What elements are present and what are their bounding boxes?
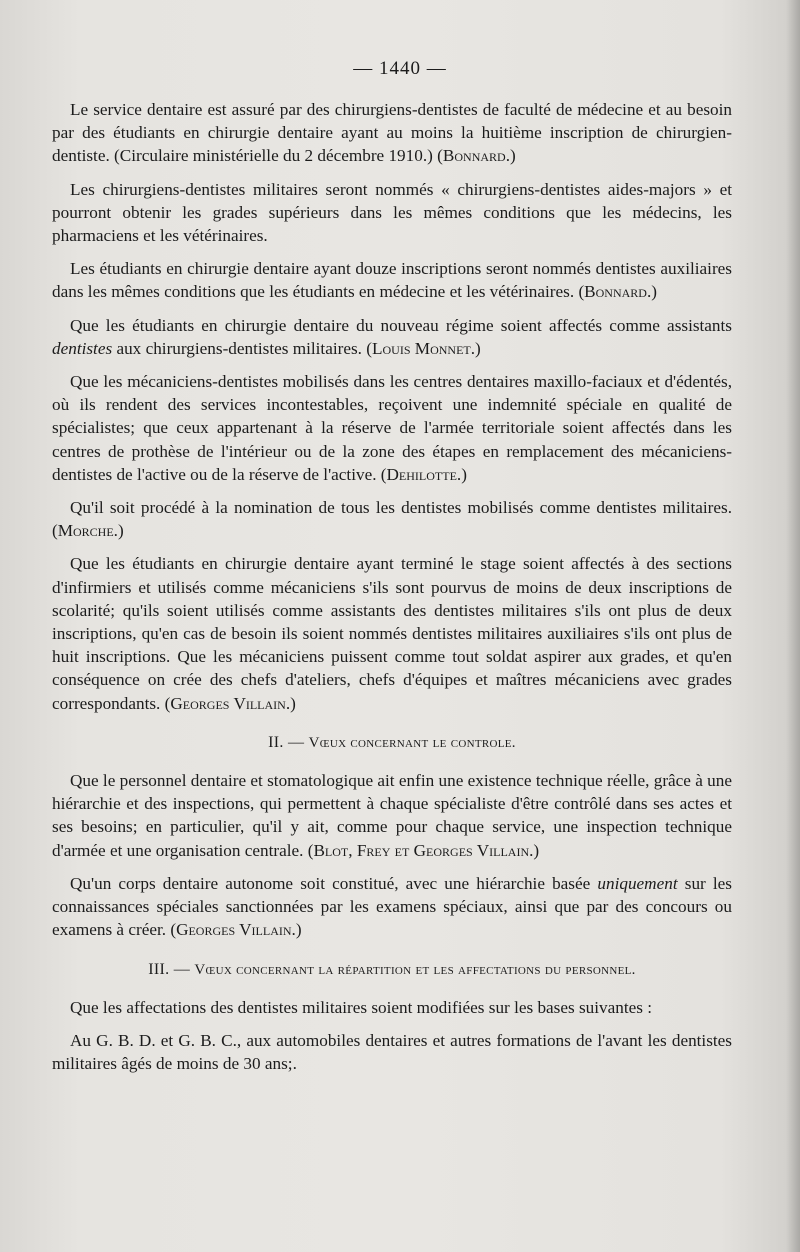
paragraph: Les étudiants en chirurgie dentaire ayant douze inscriptions seront nommés dentistes auxiliaires dans les mêmes conditions que les étudiants en médecine et les vétérinaires. (Bonnard.) — [52, 259, 732, 302]
emphasis: dentistes — [52, 338, 113, 358]
author-attribution: (Morche.) — [52, 521, 124, 541]
page-number: — 1440 — — [353, 58, 447, 79]
author-attribution: (Louis Monnet.) — [366, 338, 481, 358]
author-attribution: (Blot, Frey et Georges Villain.) — [307, 840, 540, 860]
paragraph: Qu'il soit procédé à la nomination de tous les dentistes mobilisés comme dentistes militaires. (Morche.) — [52, 498, 732, 541]
author-attribution: (Dehilotte.) — [380, 464, 467, 484]
paragraph: Que les mécaniciens-dentistes mobilisés dans les centres dentaires maxillo-faciaux et d'édentés, où ils rendent des services incontestables, reçoivent une indemnité spéciale en qualité de spécialistes; que ceux appartenant à la réserve de l'armée territoriale soient affectés dans les centres de prothèse de l'intérieur ou de la zone des étapes en remplacement des mécaniciens-dentistes de l'active ou de la réserve de l'active. (Dehilotte.) — [52, 372, 732, 484]
author-attribution: (Georges Villain.) — [170, 920, 302, 940]
paragraph: Que les affectations des dentistes militaires soient modifiées sur les bases suivantes : — [70, 997, 653, 1017]
author-attribution: (Georges Villain.) — [164, 693, 296, 713]
author-attribution: (Bonnard.) — [578, 282, 657, 302]
section-heading: III. — Vœux concernant la répartition et les affectations du personnel. — [148, 960, 636, 978]
paragraph: Au G. B. D. et G. B. C., aux automobiles dentaires et autres formations de l'avant les dentistes militaires âgés de moins de 30 ans;. — [52, 1030, 732, 1074]
paragraph: Le service dentaire est assuré par des chirurgiens-dentistes de faculté de médecine et au besoin par des étudiants en chirurgie dentaire ayant au moins la huitième inscription de chirurgien-dentiste. (Circulaire ministérielle du 2 décembre 1910.) (Bonnard.) — [52, 100, 732, 166]
author-attribution: (Bonnard.) — [437, 146, 516, 166]
paragraph: Que le personnel dentaire et stomatologique ait enfin une existence technique réelle, grâce à une hiérarchie et des inspections, qui permettent à chaque spécialiste d'être contrôlé dans ses actes et ses besoins; en particulier, qu'il y ait, comme pour chaque service, une inspection technique d'armée et une organisation centrale. (Blot, Frey et Georges Villain.) — [52, 771, 732, 860]
section-heading: II. — Vœux concernant le controle. — [268, 733, 516, 751]
paragraph: Que les étudiants en chirurgie dentaire ayant terminé le stage soient affectés à des sections d'infirmiers et utilisés comme mécaniciens s'ils sont pourvus de moins de deux inscriptions de scolarité; qu'ils soient utilisés comme assistants des dentistes militaires s'ils ont plus de deux inscriptions, qu'en cas de besoin ils soient nommés dentistes militaires auxiliaires s'ils ont plus de huit inscriptions. Que les mécaniciens puissent comme tout soldat aspirer aux grades, et qu'en conséquence on crée des chefs d'ateliers, chefs d'équipes et maîtres mécaniciens avec grades correspondants. (Georges Villain.) — [52, 554, 732, 713]
paragraph: Qu'un corps dentaire autonome soit constitué, avec une hiérarchie basée uniquement sur les connaissances spéciales sanctionnées par les examens spéciaux, ainsi que par des concours ou examens à créer. (Georges Villain.) — [52, 873, 732, 940]
paragraph: Les chirurgiens-dentistes militaires seront nommés « chirurgiens-dentistes aides-majors » et pourront obtenir les grades supérieurs dans les mêmes conditions que les médecins, les pharmaciens et les vétérinaires. — [52, 179, 732, 246]
paragraph: Que les étudiants en chirurgie dentaire du nouveau régime soient affectés comme assistants dentistes aux chirurgiens-dentistes militaires. (Louis Monnet.) — [52, 315, 732, 358]
emphasis: uniquement — [597, 873, 678, 893]
page-body — [52, 98, 732, 1085]
